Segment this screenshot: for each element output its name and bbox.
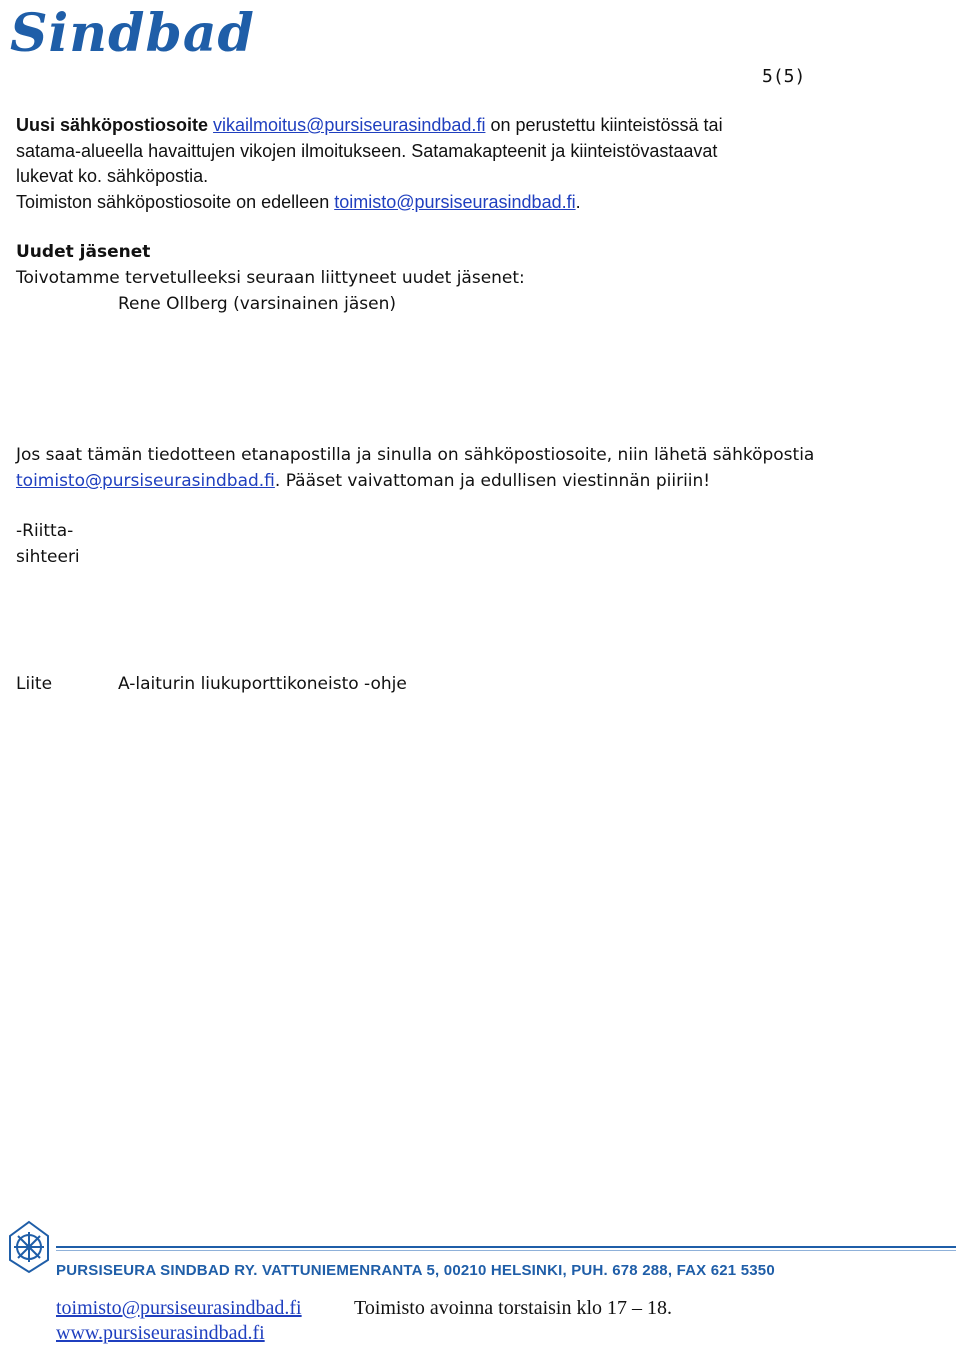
signature-title: sihteeri: [16, 547, 80, 567]
attachment-title: A-laiturin liukuporttikoneisto -ohje: [118, 674, 407, 694]
email-section: [16, 113, 946, 215]
notice-line-2: [16, 468, 946, 494]
footer-rule: [56, 1246, 956, 1248]
office-email-text: Toimiston sähköpostiosoite on edelleen: [16, 191, 335, 212]
signature-name: -Riitta-: [16, 521, 74, 541]
vikailmoitus-email-link[interactable]: vikailmoitus@pursiseurasindbad.fi: [213, 115, 486, 135]
page-number: 5(5): [762, 66, 806, 87]
footer-address: PURSISEURA SINDBAD RY. VATTUNIEMENRANTA 5, 00210 HELSINKI, PUH. 678 288, FAX 621 5350: [56, 1262, 775, 1279]
notice-line-1: Jos saat tämän tiedotteen etanapostilla ja sinulla on sähköpostiosoite, niin lähetä sähköpostia: [16, 445, 815, 465]
sindbad-logo: Sindbad: [10, 3, 255, 64]
members-intro: Toivotamme tervetulleeksi seuraan liittyneet uudet jäsenet:: [16, 268, 525, 288]
notice-rest: . Pääset vaivattoman ja edullisen viestinnän piiriin!: [274, 471, 711, 491]
member-name: Rene Ollberg (varsinainen jäsen): [118, 294, 396, 314]
members-section: [16, 239, 946, 317]
office-email-end: .: [575, 191, 581, 212]
email-line-2: satama-alueella havaittujen vikojen ilmoitukseen. Satamakapteenit ja kiinteistövastaavat: [16, 140, 718, 161]
email-heading: Uusi sähköpostiosoite: [16, 115, 214, 135]
members-heading: Uudet jäsenet: [16, 242, 151, 262]
footer-email-link[interactable]: [56, 1295, 302, 1321]
email-line-4: [16, 190, 946, 216]
footer-website-link[interactable]: [56, 1320, 265, 1346]
email-line-1-rest: on perustettu kiinteistössä tai: [485, 115, 723, 135]
office-email-link[interactable]: toimisto@pursiseurasindbad.fi: [334, 191, 576, 212]
email-line-3: lukevat ko. sähköpostia.: [16, 166, 209, 186]
footer-website[interactable]: www.pursiseurasindbad.fi: [56, 1322, 265, 1344]
footer-hours: Toimisto avoinna torstaisin klo 17 – 18.: [354, 1297, 673, 1319]
notice-section: [16, 442, 946, 494]
footer-email[interactable]: toimisto@pursiseurasindbad.fi: [56, 1297, 302, 1319]
attachment-label: Liite: [16, 674, 53, 694]
email-line-1: [16, 113, 946, 139]
signature: [16, 518, 80, 570]
footer-rule-thin: [56, 1250, 956, 1251]
club-seal-icon: [6, 1220, 52, 1274]
notice-email-link[interactable]: toimisto@pursiseurasindbad.fi: [16, 471, 275, 491]
